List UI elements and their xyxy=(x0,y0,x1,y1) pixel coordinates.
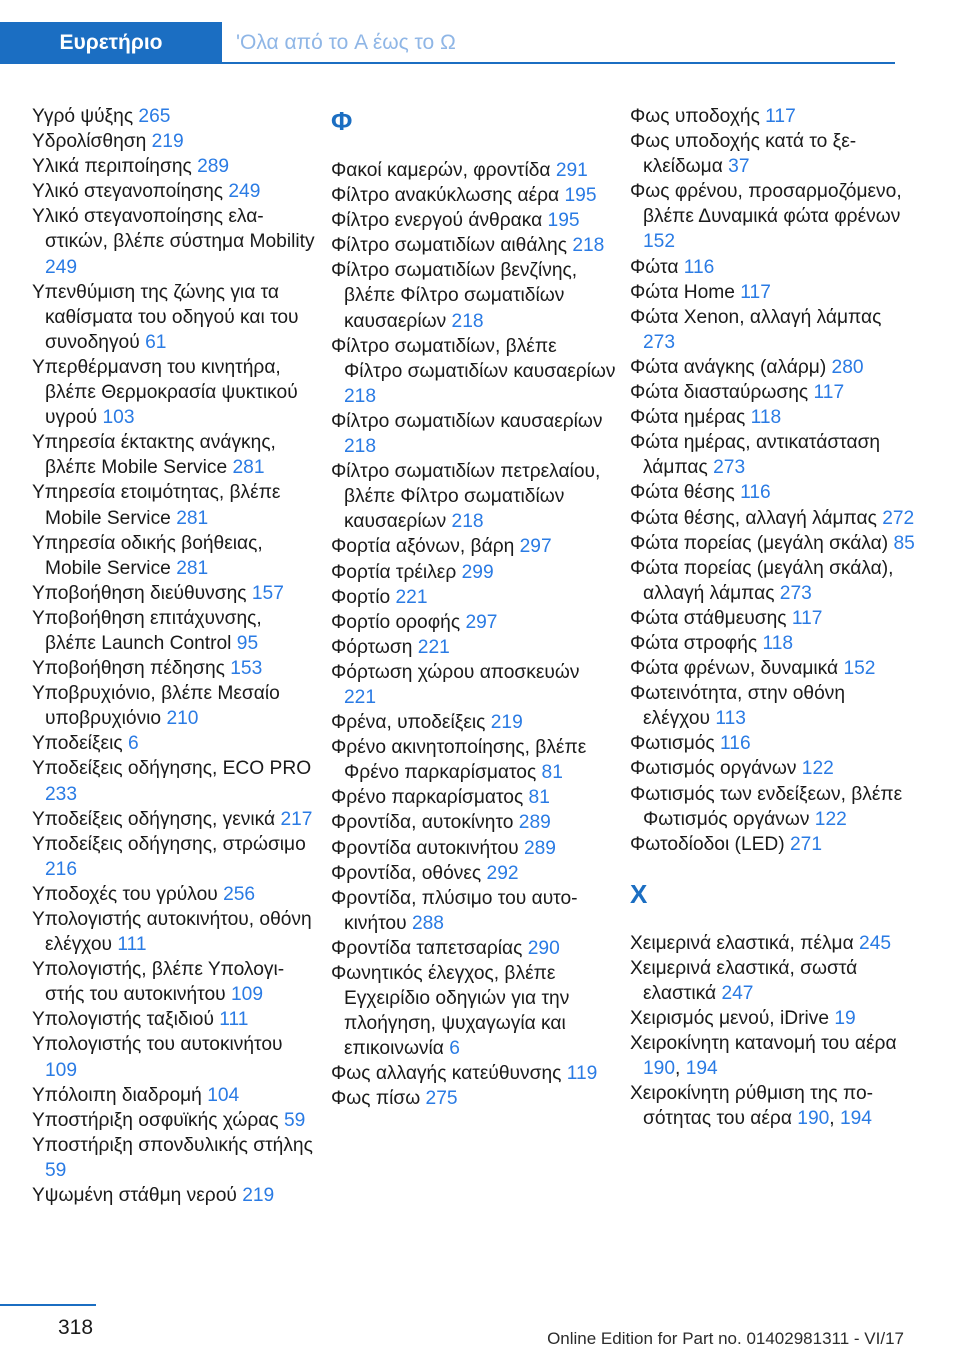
index-entry xyxy=(32,430,317,480)
page-reference-link[interactable]: 245 xyxy=(859,932,892,954)
index-entry xyxy=(32,1183,317,1208)
page-reference-link[interactable]: 219 xyxy=(242,1185,275,1207)
index-entry xyxy=(630,782,915,832)
index-entry-term: Υπολογιστής, βλέπε Υπολογιστής του αυτοκινήτου xyxy=(32,959,285,1006)
index-entry-term: Φίλτρο σωματιδίων, βλέπε Φίλτρο σωματιδίων καυσαερίων xyxy=(331,335,616,382)
page-reference-link[interactable]: 122 xyxy=(801,758,834,780)
index-entry-term: Φίλτρο σωματιδίων καυσαερίων xyxy=(331,410,603,432)
page-reference-link[interactable]: 273 xyxy=(643,331,676,353)
page-reference-link[interactable]: 289 xyxy=(523,837,556,859)
page-reference-link[interactable]: 111 xyxy=(117,934,147,956)
breadcrumb-a-to-z[interactable]: 'Ολα από το A έως το Ω xyxy=(236,31,456,54)
page-reference-link[interactable]: 116 xyxy=(683,256,715,278)
index-entry xyxy=(331,534,616,559)
index-entry-term: Υλικό στεγανοποίησης xyxy=(32,181,224,203)
index-entry xyxy=(630,832,915,857)
index-entry xyxy=(331,233,616,258)
index-entry xyxy=(32,1032,317,1082)
index-entry xyxy=(331,258,616,333)
index-entry xyxy=(630,956,915,1006)
index-entry xyxy=(630,931,915,956)
index-entry-term: Φροντίδα ταπετσαρίας xyxy=(331,937,523,959)
index-entry xyxy=(32,606,317,656)
page-reference-link[interactable]: 81 xyxy=(541,762,563,784)
index-entry xyxy=(630,631,915,656)
index-entry-term: Φωτοδίοδοι (LED) xyxy=(630,833,785,855)
index-entry xyxy=(331,735,616,785)
index-entry-term: Φώτα θέσης, αλλαγή λάμπας xyxy=(630,507,877,529)
page-reference-link[interactable]: 289 xyxy=(197,156,230,178)
index-entry-term: Υπολογιστής ταξιδιού xyxy=(32,1009,214,1031)
index-entry-term: Φωτεινότητα, στην οθόνη ελέγχου xyxy=(630,683,846,730)
index-entry-term: Υποδείξεις οδήγησης, γενικά xyxy=(32,808,276,830)
index-entry-term: Υποδοχές του γρύλου xyxy=(32,883,218,905)
index-entry-term: Φωνητικός έλεγχος, βλέπε Εγχειρίδιο οδηγιών για την πλοήγηση, ψυχαγωγία και επικοινωνία xyxy=(331,963,570,1060)
page-reference-link[interactable]: 289 xyxy=(518,812,551,834)
index-entry xyxy=(32,204,317,279)
page-reference-link[interactable]: 152 xyxy=(643,231,676,253)
page-reference-link[interactable]: 59 xyxy=(45,1159,67,1181)
page-reference-link[interactable]: 117 xyxy=(765,106,796,127)
page-reference-link[interactable]: 19 xyxy=(834,1008,856,1030)
index-entry-term: Υπόλοιπη διαδρομή xyxy=(32,1084,202,1106)
page-reference-link[interactable]: 210 xyxy=(166,708,199,730)
index-entry xyxy=(331,710,616,735)
index-entry-term: Φρένο παρκαρίσματος xyxy=(331,787,524,809)
section-gap xyxy=(630,857,915,877)
index-column-3 xyxy=(630,104,915,1132)
index-entry-term: Υδρολίσθηση xyxy=(32,131,147,153)
page-reference-link[interactable]: 81 xyxy=(528,787,550,809)
index-column-2 xyxy=(331,104,616,1112)
index-entry-term: Χειμερινά ελαστικά, πέλμα xyxy=(630,932,854,954)
index-entry xyxy=(331,861,616,886)
page-reference-link[interactable]: 290 xyxy=(527,937,560,959)
index-entry xyxy=(630,430,915,480)
header-divider xyxy=(0,62,895,64)
index-entry-term: Φίλτρο σωματιδίων αιθάλης xyxy=(331,235,567,257)
page-reference-link[interactable]: 59 xyxy=(284,1109,306,1131)
index-entry xyxy=(32,355,317,430)
page-reference-link[interactable]: 299 xyxy=(461,561,494,583)
index-entry xyxy=(630,606,915,631)
index-entry xyxy=(331,785,616,810)
index-entry xyxy=(331,208,616,233)
index-entry xyxy=(630,405,915,430)
page-reference-link[interactable]: 297 xyxy=(519,536,552,558)
index-entry-term: Φώτα διασταύρωσης xyxy=(630,382,809,404)
page-reference-link[interactable]: 218 xyxy=(344,436,377,458)
index-entry xyxy=(331,961,616,1061)
index-entry xyxy=(331,334,616,409)
page-reference-link[interactable]: 218 xyxy=(451,511,484,533)
index-entry xyxy=(32,531,317,581)
index-entry xyxy=(32,681,317,731)
page-reference-link[interactable]: 6 xyxy=(127,733,139,755)
page-reference-link[interactable]: 256 xyxy=(223,883,256,905)
page-reference-link[interactable]: 218 xyxy=(572,235,605,257)
index-entry-term: Φόρτωση χώρου αποσκευών xyxy=(331,661,580,683)
index-entry xyxy=(331,635,616,660)
header-bar xyxy=(0,22,895,64)
index-entry xyxy=(630,355,915,380)
index-entry xyxy=(630,104,915,129)
page-reference-link[interactable]: 297 xyxy=(465,611,498,633)
index-entry-term: Υπολογιστής του αυτοκινήτου xyxy=(32,1034,283,1056)
index-entry-term: Υπολογιστής αυτοκινήτου, οθόνη ελέγχου xyxy=(32,909,312,956)
page-reference-link[interactable]: 153 xyxy=(230,658,263,680)
index-entry xyxy=(630,556,915,606)
page-reference-link[interactable]: 273 xyxy=(713,457,746,479)
index-entry xyxy=(630,280,915,305)
index-entry-term: Υποστήριξη σπονδυλικής στήλης xyxy=(32,1134,313,1156)
page-reference-link[interactable]: 113 xyxy=(715,708,746,730)
index-entry xyxy=(331,836,616,861)
index-entry-term: Υπερθέρμανση του κινητήρα, βλέπε Θερμοκρασία ψυκτικού υγρού xyxy=(32,356,298,429)
page-reference-link[interactable]: 122 xyxy=(814,808,847,830)
page-reference-link[interactable]: 157 xyxy=(251,582,284,604)
index-entry-term: Φως υποδοχής κατά το ξεκλείδωμα xyxy=(630,131,857,178)
index-entry xyxy=(331,158,616,183)
page-reference-link[interactable]: 117 xyxy=(813,382,845,404)
index-entry-term: Υποστήριξη οσφυϊκής χώρας xyxy=(32,1109,279,1131)
index-entry-term: Φίλτρο σωματιδίων πετρελαίου, βλέπε Φίλτρο σωματιδίων καυσαερίων xyxy=(331,461,601,533)
page-reference-link[interactable]: 217 xyxy=(280,808,313,830)
page-reference-link[interactable]: 281 xyxy=(176,507,209,529)
page-reference-link[interactable]: 6 xyxy=(449,1038,460,1060)
index-entry xyxy=(630,380,915,405)
page-reference-link[interactable]: 111 xyxy=(219,1009,249,1031)
index-entry-term: Φώτα πορείας (μεγάλη σκάλα), αλλαγή λάμπας xyxy=(630,557,894,604)
index-entry-term: Φώτα xyxy=(630,256,679,278)
page-reference-link[interactable]: 109 xyxy=(45,1059,78,1081)
page-reference-link[interactable]: 190 xyxy=(643,1058,676,1080)
index-entry-term: Υπηρεσία ετοιμότητας, βλέπε Mobile Service xyxy=(32,482,281,529)
index-entry-term: Υποδείξεις xyxy=(32,733,123,755)
index-entry xyxy=(630,129,915,179)
page-reference-link[interactable]: 221 xyxy=(395,586,428,608)
index-entry-term: Φως πίσω xyxy=(331,1088,421,1110)
index-entry xyxy=(630,480,915,505)
index-entry xyxy=(630,179,915,254)
page-reference-link[interactable]: 103 xyxy=(102,407,135,429)
page-reference-link[interactable]: 118 xyxy=(750,407,782,429)
index-entry: Χειροκίνητη ρύθμιση της ποσότητας του αέρα 190, 194 xyxy=(630,1083,874,1130)
index-entry xyxy=(32,656,317,681)
page-reference-link[interactable]: 118 xyxy=(762,632,794,654)
page-reference-link[interactable]: 271 xyxy=(790,833,823,855)
index-entry-term: Φώτα στάθμευσης xyxy=(630,607,787,629)
page-reference-link[interactable]: 272 xyxy=(882,507,915,529)
index-entry xyxy=(32,957,317,1007)
index-entry-term: Φώτα Home xyxy=(630,281,735,303)
index-entry xyxy=(32,1007,317,1032)
index-entry xyxy=(630,681,915,731)
index-entry-term: Φίλτρο σωματιδίων βενζίνης, βλέπε Φίλτρο σωματιδίων καυσαερίων xyxy=(331,260,578,332)
index-entry-term: Υγρό ψύξης xyxy=(32,106,134,127)
page-reference-link[interactable]: 249 xyxy=(45,256,78,278)
index-entry xyxy=(331,459,616,534)
index-entry xyxy=(331,183,616,208)
page-reference-link[interactable]: 61 xyxy=(145,331,167,353)
index-entry xyxy=(32,731,317,756)
page-reference-link[interactable]: 275 xyxy=(425,1088,458,1110)
index-entry xyxy=(32,129,317,154)
page-reference-link[interactable]: 281 xyxy=(176,557,209,579)
index-entry xyxy=(630,305,915,355)
tab-index[interactable]: Ευρετήριο xyxy=(0,22,222,64)
index-entry xyxy=(331,810,616,835)
page-reference-link[interactable]: 221 xyxy=(417,636,450,658)
index-entry xyxy=(32,179,317,204)
page-reference-link[interactable]: 95 xyxy=(236,632,259,654)
index-entry xyxy=(331,660,616,710)
page-reference-link[interactable]: 119 xyxy=(566,1063,598,1085)
index-entry-term: Φωτισμός των ενδείξεων, βλέπε Φωτισμός οργάνων xyxy=(630,783,903,830)
page-reference-link[interactable]: 85 xyxy=(893,532,915,554)
index-entry xyxy=(331,886,616,936)
index-entry-term: Υποδείξεις οδήγησης, στρώσιμο xyxy=(32,833,306,855)
index-entry xyxy=(32,832,317,882)
page-reference-link[interactable]: 37 xyxy=(728,156,750,178)
index-entry-term: Χειροκίνητη κατανομή του αέρα xyxy=(630,1033,897,1055)
page-reference-link[interactable]: 219 xyxy=(151,131,184,153)
index-entry-term: Χειρισμός μενού, iDrive xyxy=(630,1008,830,1030)
index-entry-term: Φως φρένου, προσαρμοζόμενο, βλέπε Δυναμικά φώτα φρένων xyxy=(630,181,902,228)
index-entry-term: Φακοί καμερών, φροντίδα xyxy=(331,160,551,181)
page-reference-link[interactable]: 218 xyxy=(344,385,377,407)
index-entry xyxy=(331,936,616,961)
index-entry-term: Υλικό στεγανοποίησης ελαστικών, βλέπε σύστημα Mobility xyxy=(32,206,315,253)
page-reference-link[interactable]: 292 xyxy=(486,862,519,884)
index-entry xyxy=(32,907,317,957)
section-letter-heading: Φ xyxy=(331,106,353,136)
index-entry-term: Φώτα στροφής xyxy=(630,632,758,654)
index-entry-term: Υποβοήθηση επιτάχυνσης, βλέπε Launch Control xyxy=(32,607,262,654)
index-entry xyxy=(630,531,915,556)
page-reference-link[interactable]: 195 xyxy=(547,210,580,232)
index-entry-term: Φορτία τρέιλερ xyxy=(331,561,457,583)
page-reference-link[interactable]: 216 xyxy=(45,858,78,880)
index-entry xyxy=(32,154,317,179)
index-entry-term: Φώτα ανάγκης (αλάρμ) xyxy=(630,356,827,378)
page-reference-link[interactable]: 249 xyxy=(228,181,261,203)
footer-divider xyxy=(0,1304,96,1306)
index-entry-term: Φώτα θέσης xyxy=(630,482,735,504)
page-reference-link[interactable]: 288 xyxy=(411,912,444,934)
index-column-1 xyxy=(32,104,317,1208)
index-entry xyxy=(630,1006,915,1031)
index-entry-term: Φώτα ημέρας, αντικατάσταση λάμπας xyxy=(630,432,881,479)
page-reference-link[interactable]: 116 xyxy=(720,733,751,755)
index-entry-term: Χειμερινά ελαστικά, σωστά ελαστικά xyxy=(630,957,858,1004)
index-entry-term: Φρένα, υποδείξεις xyxy=(331,712,486,734)
page-reference-link[interactable]: 116 xyxy=(740,482,771,504)
index-entry xyxy=(331,1061,616,1086)
index-entry-term: Φροντίδα, οθόνες xyxy=(331,862,482,884)
index-entry-term: Φορτία αξόνων, βάρη xyxy=(331,536,515,558)
page-reference-link[interactable]: 104 xyxy=(207,1084,240,1106)
index-entry-term: Φόρτωση xyxy=(331,636,413,658)
index-entry-term: Φωτισμός xyxy=(630,733,715,755)
index-entry-term: Φώτα ημέρας xyxy=(630,407,746,429)
page-reference-link[interactable]: 233 xyxy=(45,783,78,805)
index-entry-term: Υπενθύμιση της ζώνης για τα καθίσματα του οδηγού και του συνοδηγού xyxy=(32,281,299,353)
index-entry xyxy=(32,104,317,129)
section-letter-heading: Χ xyxy=(630,878,648,909)
page-reference-link[interactable]: 281 xyxy=(232,457,265,479)
page-reference-link[interactable]: 195 xyxy=(564,185,597,207)
index-entry xyxy=(630,255,915,280)
index-entry-term: Υποβοήθηση πέδησης xyxy=(32,658,225,680)
index-entry-term: Υποδείξεις οδήγησης, ECO PRO xyxy=(32,758,312,780)
index-entry xyxy=(32,581,317,606)
index-entry xyxy=(32,1108,317,1133)
index-entry xyxy=(331,585,616,610)
edition-footer: Online Edition for Part no. 01402981311 - VI/17 xyxy=(547,1329,904,1348)
page-reference-link[interactable]: 291 xyxy=(555,160,588,181)
index-entry xyxy=(32,882,317,907)
page-number: 318 xyxy=(58,1316,94,1339)
index-entry-term: Φώτα φρένων, δυναμικά xyxy=(630,658,839,680)
index-entry-term: Φως αλλαγής κατεύθυνσης xyxy=(331,1063,562,1085)
page-reference-link[interactable]: 273 xyxy=(779,582,812,604)
index-entry xyxy=(32,280,317,355)
index-entry-term: Φορτίο xyxy=(331,586,391,608)
index-entry-term: Φωτισμός οργάνων xyxy=(630,758,797,780)
index-entry: Χειροκίνητη κατανομή του αέρα 190, 194 xyxy=(630,1033,897,1080)
index-entry xyxy=(331,610,616,635)
index-entry-term: Φρένο ακινητοποίησης, βλέπε Φρένο παρκαρίσματος xyxy=(331,737,587,784)
index-entry xyxy=(630,656,915,681)
page-reference-link[interactable]: 152 xyxy=(843,658,876,680)
index-entry xyxy=(331,560,616,585)
index-entry-term: Φως υποδοχής xyxy=(630,106,760,127)
index-entry xyxy=(630,506,915,531)
index-entry xyxy=(331,409,616,459)
index-entry-term: Φροντίδα, πλύσιμο του αυτοκινήτου xyxy=(331,887,578,934)
page-reference-link[interactable]: 194 xyxy=(685,1058,718,1080)
index-entry-term: Υποβρυχιόνιο, βλέπε Μεσαίο υποβρυχιόνιο xyxy=(32,683,280,730)
page-reference-link[interactable]: 109 xyxy=(230,984,263,1006)
index-entry-term: Χειροκίνητη ρύθμιση της ποσότητας του αέρα xyxy=(630,1083,874,1130)
index-entry-term: Φίλτρο ενεργού άνθρακα xyxy=(331,210,543,232)
page-reference-link[interactable]: 265 xyxy=(138,106,171,127)
page-reference-link[interactable]: 247 xyxy=(721,983,754,1004)
index-entry xyxy=(32,480,317,530)
index-entry xyxy=(32,1083,317,1108)
page-reference-link[interactable]: 117 xyxy=(740,281,771,303)
index-entry-term: Φίλτρο ανακύκλωσης αέρα xyxy=(331,185,560,207)
index-entry-term: Φώτα Xenon, αλλαγή λάμπας xyxy=(630,306,882,328)
index-entry-term: Φώτα πορείας (μεγάλη σκάλα) xyxy=(630,532,889,554)
index-entry xyxy=(32,756,317,806)
index-entry xyxy=(32,1133,317,1183)
index-entry xyxy=(630,756,915,781)
page-reference-link[interactable]: 218 xyxy=(451,310,484,332)
page-reference-link[interactable]: 280 xyxy=(831,356,864,378)
index-entry-term: Υλικά περιποίησης xyxy=(32,156,192,178)
index-entry-term: Φροντίδα αυτοκινήτου xyxy=(331,837,519,859)
index-entry-term: Υποβοήθηση διεύθυνσης xyxy=(32,582,247,604)
index-entry xyxy=(32,807,317,832)
page-reference-link[interactable]: 190 xyxy=(797,1108,830,1130)
index-entry-term: Υψωμένη στάθμη νερού xyxy=(32,1185,237,1207)
page-reference-link[interactable]: 221 xyxy=(344,686,377,708)
page-reference-link[interactable]: 117 xyxy=(791,607,823,629)
index-entry-term: Υπηρεσία οδικής βοήθειας, Mobile Service xyxy=(32,532,263,579)
page-reference-link[interactable]: 219 xyxy=(490,712,523,734)
index-entry xyxy=(630,731,915,756)
page-reference-link[interactable]: 194 xyxy=(839,1108,872,1130)
index-entry-term: Φορτίο οροφής xyxy=(331,611,461,633)
index-entry xyxy=(331,1086,616,1111)
index-entry-term: Υπηρεσία έκτακτης ανάγκης, βλέπε Mobile Service xyxy=(32,432,276,479)
index-entry-term: Φροντίδα, αυτοκίνητο xyxy=(331,812,514,834)
